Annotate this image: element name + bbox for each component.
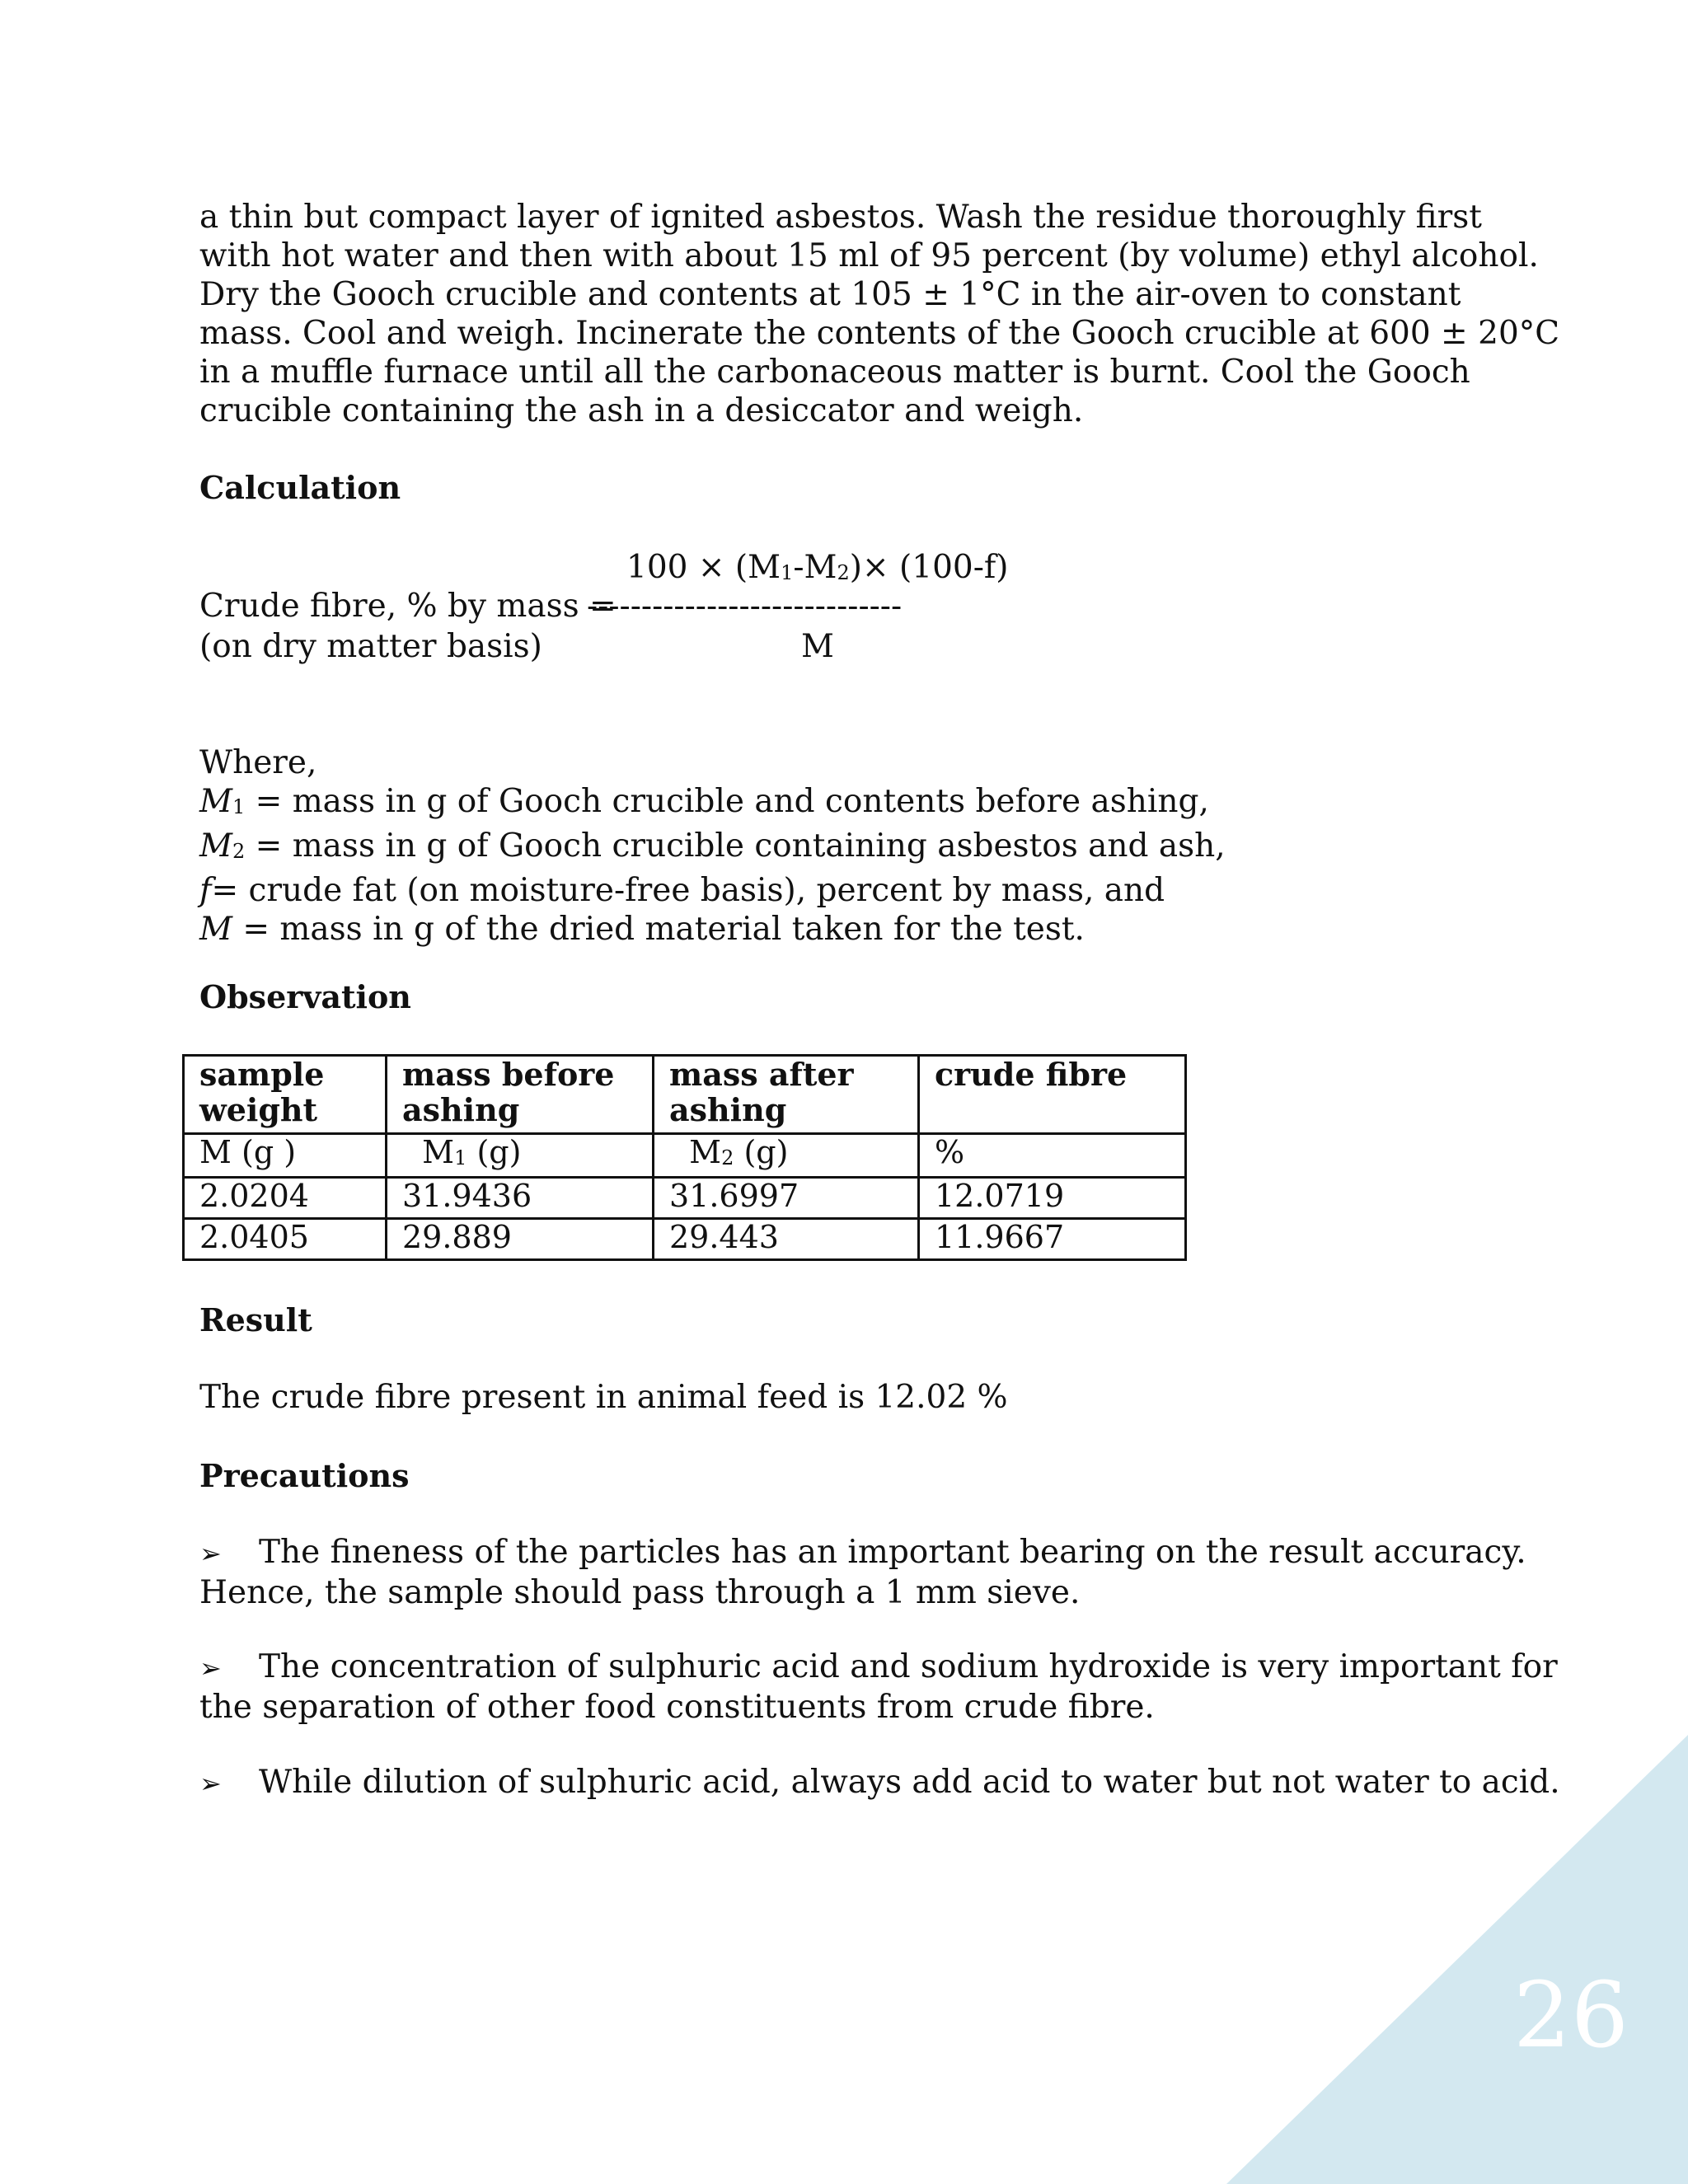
where-block	[199, 743, 1559, 949]
precaution-text: the separation of other food constituents from crude fibre.	[199, 1689, 1155, 1726]
intro-line: in a muffle furnace until all the carbonaceous matter is burnt. Cool the Gooch	[199, 354, 1470, 391]
intro-paragraph	[199, 198, 1559, 430]
table-cell: 31.6997	[654, 1178, 919, 1219]
result-heading: Result	[199, 1301, 312, 1338]
unit-text: (g)	[734, 1134, 789, 1170]
formula-subscript: 1	[781, 561, 794, 584]
unit-text: M (g )	[199, 1134, 297, 1170]
unit-text: M	[669, 1134, 722, 1170]
header-line: crude fibre	[935, 1056, 1128, 1093]
intro-line: with hot water and then with about 15 ml of 95 percent (by volume) ethyl alcohol.	[199, 237, 1539, 274]
unit-text: (g)	[467, 1134, 522, 1170]
arrow-bullet-icon: ➢	[199, 1652, 222, 1684]
page-number: 26	[1513, 1962, 1629, 2068]
formula-numerator	[626, 548, 1009, 593]
table-unit-cell	[387, 1134, 654, 1178]
where-intro: Where,	[199, 744, 317, 781]
definition-line	[199, 910, 1559, 949]
precautions-heading: Precautions	[199, 1457, 410, 1494]
intro-line: mass. Cool and weigh. Incinerate the contents of the Gooch crucible at 600 ± 20°C	[199, 315, 1560, 352]
intro-line: a thin but compact layer of ignited asbestos. Wash the residue thoroughly first	[199, 199, 1482, 236]
definition-symbol: f	[199, 872, 212, 909]
table-cell: 2.0204	[184, 1178, 387, 1219]
intro-line: Dry the Gooch crucible and contents at 105 ± 1°C in the air-oven to constant	[199, 276, 1461, 313]
header-line: mass before	[402, 1056, 615, 1093]
formula-subscript: 2	[837, 561, 850, 584]
table-row	[184, 1178, 1186, 1219]
table-cell: 11.9667	[919, 1219, 1186, 1260]
arrow-bullet-icon: ➢	[199, 1768, 222, 1799]
table-unit-cell	[184, 1134, 387, 1178]
observation-table	[182, 1054, 1187, 1261]
observation-heading: Observation	[199, 978, 411, 1015]
header-line: mass after	[669, 1056, 854, 1093]
definition-text: = crude fat (on moisture-free basis), percent by mass, and	[211, 872, 1165, 909]
formula-denominator: M	[801, 628, 834, 665]
definition-symbol: M	[199, 783, 232, 820]
table-cell: 2.0405	[184, 1219, 387, 1260]
precaution-text: Hence, the sample should pass through a 1 mm sieve.	[199, 1574, 1081, 1611]
header-line: weight	[199, 1091, 318, 1128]
table-cell: 12.0719	[919, 1178, 1186, 1219]
definition-subscript: 1	[232, 795, 246, 818]
table-header-cell	[184, 1056, 387, 1134]
arrow-bullet-icon: ➢	[199, 1538, 222, 1569]
table-header-row	[184, 1056, 1186, 1134]
table-header-cell	[919, 1056, 1186, 1134]
formula-fraction-bar: -----------------------------	[587, 588, 903, 625]
definition-text: = mass in g of the dried material taken for the test.	[232, 911, 1085, 948]
precaution-text: The fineness of the particles has an important bearing on the result accuracy.	[259, 1534, 1526, 1571]
definition-symbol: M	[199, 911, 232, 948]
table-units-row	[184, 1134, 1186, 1178]
unit-subscript: 2	[721, 1146, 734, 1169]
definition-subscript: 2	[232, 840, 246, 863]
intro-line: crucible containing the ash in a desiccator and weigh.	[199, 392, 1084, 429]
definition-text: = mass in g of Gooch crucible and contents before ashing,	[245, 783, 1209, 820]
precaution-text: The concentration of sulphuric acid and sodium hydroxide is very important for	[259, 1648, 1558, 1685]
formula-basis: (on dry matter basis)	[199, 628, 542, 665]
definition-line	[199, 871, 1559, 910]
unit-text: M	[402, 1134, 455, 1170]
formula-lhs: Crude fibre, % by mass =	[199, 588, 627, 625]
table-row	[184, 1219, 1186, 1260]
table-unit-cell	[919, 1134, 1186, 1178]
unit-text: %	[935, 1134, 965, 1170]
table-cell: 31.9436	[387, 1178, 654, 1219]
definition-line	[199, 782, 1559, 827]
unit-subscript: 1	[454, 1146, 467, 1169]
precaution-text: While dilution of sulphuric acid, always add acid to water but not water to acid.	[259, 1764, 1560, 1801]
definition-text: = mass in g of Gooch crucible containing asbestos and ash,	[245, 827, 1226, 865]
definition-line	[199, 827, 1559, 871]
table-header-cell	[654, 1056, 919, 1134]
table-cell: 29.889	[387, 1219, 654, 1260]
header-line: sample	[199, 1056, 325, 1093]
header-line: ashing	[669, 1091, 787, 1128]
result-text: The crude fibre present in animal feed is 12.02 %	[199, 1379, 1008, 1416]
precaution-item	[199, 1533, 1568, 1612]
calculation-heading: Calculation	[199, 469, 401, 506]
precaution-item	[199, 1647, 1568, 1727]
formula-numerator-part: 100 × (M	[626, 549, 781, 586]
formula-numerator-part: )× (100-f)	[849, 549, 1009, 586]
table-unit-cell	[654, 1134, 919, 1178]
table-cell: 29.443	[654, 1219, 919, 1260]
definition-symbol: M	[199, 827, 232, 865]
formula-numerator-part: -M	[793, 549, 837, 586]
header-line: ashing	[402, 1091, 520, 1128]
precaution-item	[199, 1763, 1568, 1803]
table-header-cell	[387, 1056, 654, 1134]
